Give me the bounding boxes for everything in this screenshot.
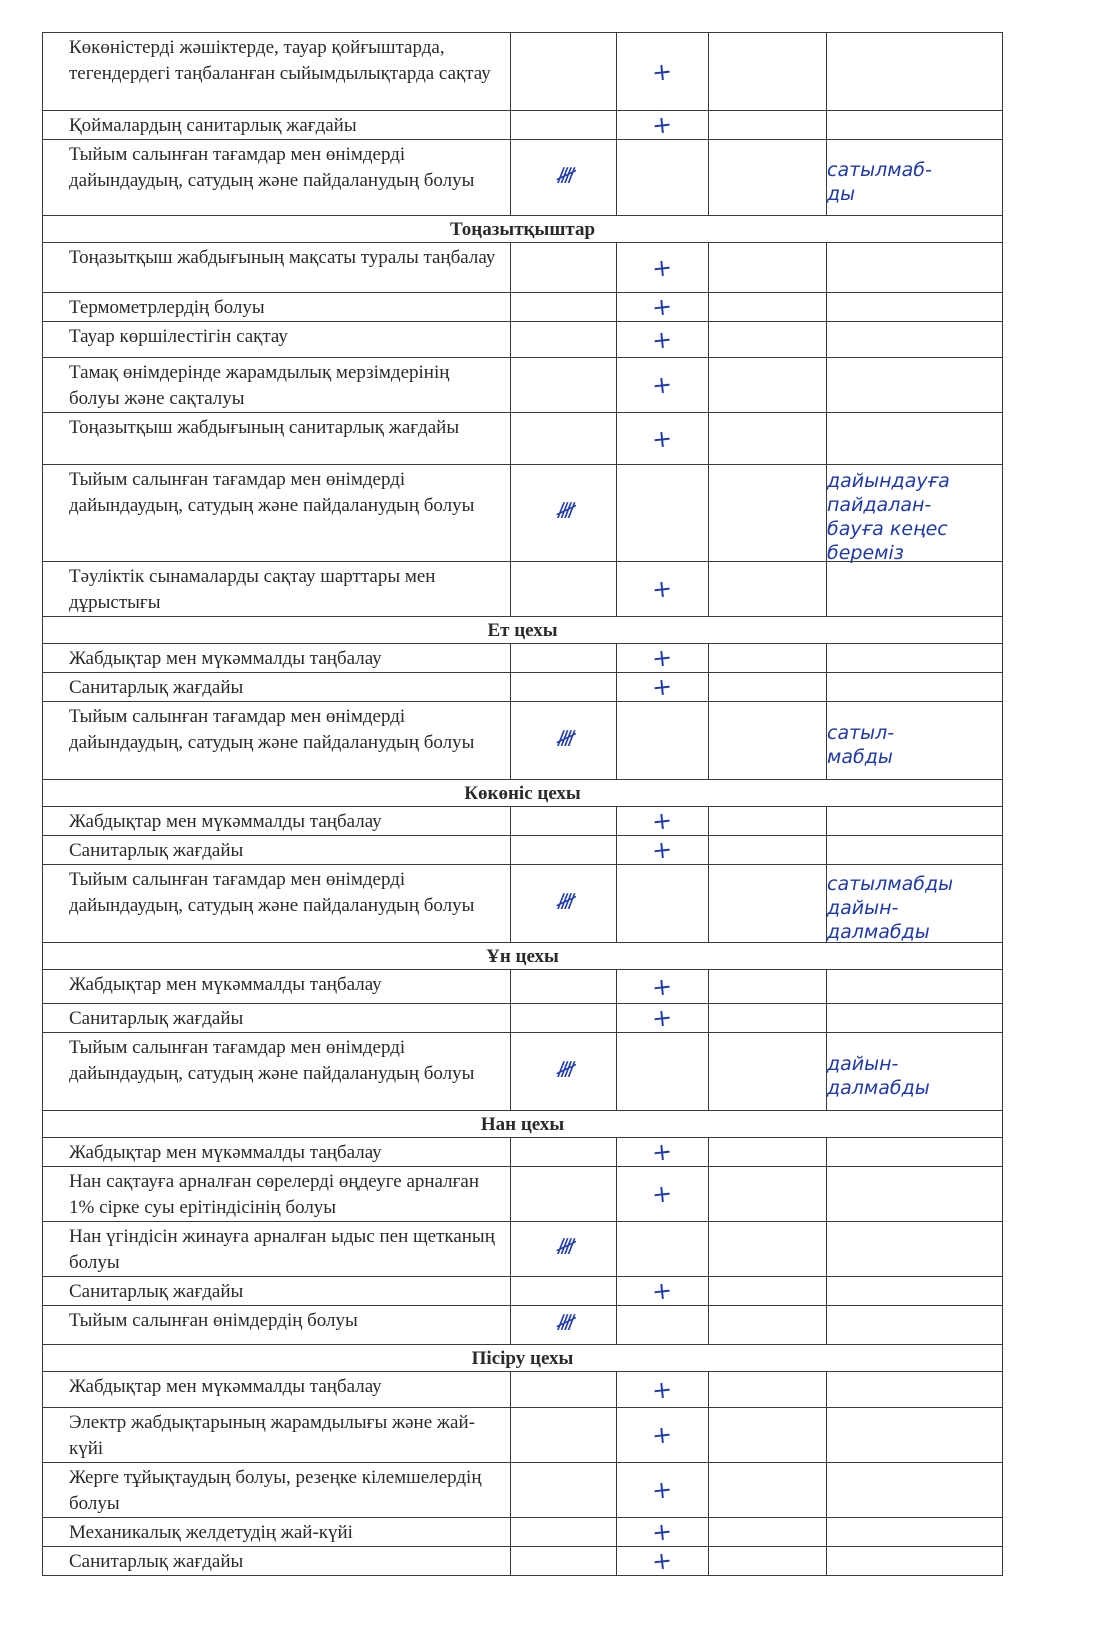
checklist-row: [43, 1547, 1003, 1576]
non-compliance-cell: [511, 1408, 617, 1463]
checklist-row: [43, 1408, 1003, 1463]
checklist-row: [43, 243, 1003, 293]
compliance-cell: [617, 1463, 709, 1518]
checklist-row: [43, 358, 1003, 413]
note-text: сатылмабды дайын- далмабды: [827, 872, 954, 943]
handwritten-note: [827, 1167, 1003, 1222]
handwritten-note: [827, 1408, 1003, 1463]
empty-cell: [709, 1167, 827, 1222]
compliance-cell: [617, 111, 709, 140]
strike-mark: 𝍸: [552, 1235, 575, 1260]
handwritten-note: [827, 1222, 1003, 1277]
compliance-cell: [617, 1167, 709, 1222]
checklist-row: [43, 807, 1003, 836]
plus-mark: +: [651, 643, 674, 673]
checklist-table: [42, 32, 1003, 1576]
handwritten-note: [827, 33, 1003, 111]
non-compliance-cell: [511, 865, 617, 943]
non-compliance-cell: [511, 293, 617, 322]
non-compliance-cell: [511, 111, 617, 140]
compliance-cell: [617, 293, 709, 322]
empty-cell: [709, 836, 827, 865]
non-compliance-cell: [511, 358, 617, 413]
empty-cell: [709, 1408, 827, 1463]
section-title: Пісіру цехы: [43, 1345, 1003, 1372]
section-header-row: [43, 780, 1003, 807]
plus-mark: +: [651, 835, 674, 865]
checklist-row: [43, 322, 1003, 358]
plus-mark: +: [651, 370, 674, 400]
note-text: дайын- далмабды: [827, 1052, 930, 1099]
plus-mark: +: [651, 110, 674, 140]
requirement-text: Санитарлық жағдайы: [43, 1277, 511, 1306]
plus-mark: +: [651, 1420, 674, 1450]
checklist-row: [43, 562, 1003, 617]
requirement-text: Тыйым салынған өнімдердің болуы: [43, 1306, 511, 1345]
compliance-cell: [617, 1306, 709, 1345]
compliance-cell: [617, 702, 709, 780]
plus-mark: +: [651, 971, 674, 1002]
note-text: дайындауға пайдалан- бауға кеңес береміз: [827, 470, 950, 564]
handwritten-note: [827, 702, 1003, 780]
non-compliance-cell: [511, 1306, 617, 1345]
requirement-text: Жабдықтар мен мүкәммалды таңбалау: [43, 644, 511, 673]
strike-mark: 𝍸: [552, 889, 575, 915]
empty-cell: [709, 140, 827, 216]
plus-mark: +: [651, 574, 674, 604]
empty-cell: [709, 1138, 827, 1167]
requirement-text: Тыйым салынған тағамдар мен өнімдерді дайындаудың, сатудың және пайдаланудың болуы: [43, 702, 511, 780]
compliance-cell: [617, 1518, 709, 1547]
compliance-cell: [617, 836, 709, 865]
requirement-text: Тамақ өнімдерінде жарамдылық мерзімдерінің болуы және сақталуы: [43, 358, 511, 413]
non-compliance-cell: [511, 1463, 617, 1518]
checklist-row: [43, 465, 1003, 562]
handwritten-note: [827, 1463, 1003, 1518]
non-compliance-cell: [511, 673, 617, 702]
compliance-cell: [617, 1547, 709, 1576]
checklist-row: [43, 1138, 1003, 1167]
compliance-cell: [617, 358, 709, 413]
empty-cell: [709, 644, 827, 673]
handwritten-note: [827, 111, 1003, 140]
requirement-text: Жабдықтар мен мүкәммалды таңбалау: [43, 1138, 511, 1167]
section-title: Көкөніс цехы: [43, 780, 1003, 807]
section-header-row: [43, 617, 1003, 644]
handwritten-note: [827, 644, 1003, 673]
non-compliance-cell: [511, 1547, 617, 1576]
empty-cell: [709, 243, 827, 293]
non-compliance-cell: [511, 1138, 617, 1167]
non-compliance-cell: [511, 465, 617, 562]
compliance-cell: [617, 865, 709, 943]
checklist-row: [43, 702, 1003, 780]
handwritten-note: [827, 970, 1003, 1004]
checklist-row: [43, 1463, 1003, 1518]
empty-cell: [709, 562, 827, 617]
handwritten-note: [827, 293, 1003, 322]
non-compliance-cell: [511, 1222, 617, 1277]
checklist-row: [43, 1004, 1003, 1033]
compliance-cell: [617, 562, 709, 617]
handwritten-note: [827, 140, 1003, 216]
requirement-text: Санитарлық жағдайы: [43, 1004, 511, 1033]
requirement-text: Жабдықтар мен мүкәммалды таңбалау: [43, 1372, 511, 1408]
note-text: сатылмаб- ды: [827, 158, 932, 205]
non-compliance-cell: [511, 702, 617, 780]
non-compliance-cell: [511, 322, 617, 358]
handwritten-note: [827, 322, 1003, 358]
handwritten-note: [827, 413, 1003, 465]
plus-mark: +: [651, 56, 674, 87]
plus-mark: +: [651, 1517, 674, 1547]
section-title: Ұн цехы: [43, 943, 1003, 970]
compliance-cell: [617, 33, 709, 111]
handwritten-note: [827, 865, 1003, 943]
compliance-cell: [617, 1033, 709, 1111]
strike-mark: 𝍸: [552, 1057, 575, 1083]
empty-cell: [709, 1306, 827, 1345]
requirement-text: Тыйым салынған тағамдар мен өнімдерді дайындаудың, сатудың және пайдаланудың болуы: [43, 1033, 511, 1111]
checklist-row: [43, 140, 1003, 216]
plus-mark: +: [651, 806, 674, 836]
requirement-text: Тоңазытқыш жабдығының мақсаты туралы таңбалау: [43, 243, 511, 293]
compliance-cell: [617, 465, 709, 562]
empty-cell: [709, 1463, 827, 1518]
plus-mark: +: [651, 1003, 674, 1033]
strike-mark: 𝍸: [552, 499, 575, 524]
checklist-row: [43, 33, 1003, 111]
requirement-text: Нан үгіндісін жинауға арналған ыдыс пен щетканың болуы: [43, 1222, 511, 1277]
non-compliance-cell: [511, 243, 617, 293]
handwritten-note: [827, 807, 1003, 836]
empty-cell: [709, 1372, 827, 1408]
requirement-text: Санитарлық жағдайы: [43, 673, 511, 702]
empty-cell: [709, 1004, 827, 1033]
handwritten-note: [827, 1138, 1003, 1167]
plus-mark: +: [651, 292, 674, 322]
handwritten-note: [827, 1306, 1003, 1345]
handwritten-note: [827, 1372, 1003, 1408]
plus-mark: +: [651, 1179, 674, 1209]
requirement-text: Нан сақтауға арналған сөрелерді өңдеуге арналған 1% сірке суы ерітіндісінің болуы: [43, 1167, 511, 1222]
plus-mark: +: [651, 1475, 674, 1505]
empty-cell: [709, 33, 827, 111]
strike-mark: 𝍸: [552, 726, 575, 752]
empty-cell: [709, 293, 827, 322]
handwritten-note: [827, 836, 1003, 865]
empty-cell: [709, 702, 827, 780]
empty-cell: [709, 807, 827, 836]
non-compliance-cell: [511, 836, 617, 865]
checklist-row: [43, 111, 1003, 140]
compliance-cell: [617, 140, 709, 216]
non-compliance-cell: [511, 970, 617, 1004]
checklist-row: [43, 970, 1003, 1004]
checklist-row: [43, 1306, 1003, 1345]
section-title: Нан цехы: [43, 1111, 1003, 1138]
handwritten-note: [827, 1033, 1003, 1111]
compliance-cell: [617, 673, 709, 702]
plus-mark: +: [651, 252, 674, 283]
checklist-row: [43, 673, 1003, 702]
compliance-cell: [617, 413, 709, 465]
requirement-text: Жабдықтар мен мүкәммалды таңбалау: [43, 970, 511, 1004]
empty-cell: [709, 413, 827, 465]
compliance-cell: [617, 1004, 709, 1033]
empty-cell: [709, 465, 827, 562]
checklist-row: [43, 1222, 1003, 1277]
requirement-text: Тоңазытқыш жабдығының санитарлық жағдайы: [43, 413, 511, 465]
requirement-text: Жабдықтар мен мүкәммалды таңбалау: [43, 807, 511, 836]
compliance-cell: [617, 807, 709, 836]
requirement-text: Қоймалардың санитарлық жағдайы: [43, 111, 511, 140]
requirement-text: Механикалық желдетудің жай-күйі: [43, 1518, 511, 1547]
section-title: Тоңазытқыштар: [43, 216, 1003, 243]
empty-cell: [709, 358, 827, 413]
non-compliance-cell: [511, 1277, 617, 1306]
checklist-row: [43, 1518, 1003, 1547]
requirement-text: Көкөністерді жәшіктерде, тауар қойғыштарда, тегендердегі таңбаланған сыйымдылықтарда сақтау: [43, 33, 511, 111]
compliance-cell: [617, 322, 709, 358]
section-header-row: [43, 1111, 1003, 1138]
non-compliance-cell: [511, 1033, 617, 1111]
empty-cell: [709, 970, 827, 1004]
compliance-cell: [617, 1408, 709, 1463]
checklist-row: [43, 293, 1003, 322]
non-compliance-cell: [511, 1004, 617, 1033]
non-compliance-cell: [511, 644, 617, 673]
checklist-row: [43, 644, 1003, 673]
compliance-cell: [617, 644, 709, 673]
strike-mark: 𝍸: [552, 163, 575, 189]
handwritten-note: [827, 243, 1003, 293]
requirement-text: Тыйым салынған тағамдар мен өнімдерді дайындаудың, сатудың және пайдаланудың болуы: [43, 465, 511, 562]
plus-mark: +: [651, 672, 674, 702]
empty-cell: [709, 673, 827, 702]
checklist-row: [43, 1033, 1003, 1111]
compliance-cell: [617, 1277, 709, 1306]
compliance-cell: [617, 243, 709, 293]
requirement-text: Тыйым салынған тағамдар мен өнімдерді дайындаудың, сатудың және пайдаланудың болуы: [43, 140, 511, 216]
non-compliance-cell: [511, 413, 617, 465]
requirement-text: Тауар көршілестігін сақтау: [43, 322, 511, 358]
section-header-row: [43, 216, 1003, 243]
handwritten-note: [827, 562, 1003, 617]
plus-mark: +: [651, 1546, 674, 1576]
requirement-text: Жерге тұйықтаудың болуы, резеңке кілемшелердің болуы: [43, 1463, 511, 1518]
compliance-cell: [617, 970, 709, 1004]
checklist-row: [43, 413, 1003, 465]
section-title: Ет цехы: [43, 617, 1003, 644]
note-text: сатыл- мабды: [827, 721, 895, 768]
handwritten-note: [827, 1277, 1003, 1306]
non-compliance-cell: [511, 140, 617, 216]
requirement-text: Тәуліктік сынамаларды сақтау шарттары мен дұрыстығы: [43, 562, 511, 617]
strike-mark: 𝍸: [552, 1311, 575, 1336]
non-compliance-cell: [511, 807, 617, 836]
checklist-row: [43, 1277, 1003, 1306]
requirement-text: Санитарлық жағдайы: [43, 836, 511, 865]
empty-cell: [709, 1547, 827, 1576]
compliance-cell: [617, 1138, 709, 1167]
section-header-row: [43, 943, 1003, 970]
compliance-cell: [617, 1372, 709, 1408]
requirement-text: Тыйым салынған тағамдар мен өнімдерді дайындаудың, сатудың және пайдаланудың болуы: [43, 865, 511, 943]
empty-cell: [709, 1222, 827, 1277]
compliance-cell: [617, 1222, 709, 1277]
empty-cell: [709, 1033, 827, 1111]
plus-mark: +: [651, 1374, 674, 1405]
requirement-text: Санитарлық жағдайы: [43, 1547, 511, 1576]
handwritten-note: [827, 1004, 1003, 1033]
empty-cell: [709, 1277, 827, 1306]
handwritten-note: [827, 1518, 1003, 1547]
non-compliance-cell: [511, 1518, 617, 1547]
plus-mark: +: [651, 1276, 674, 1306]
checklist-body: [43, 33, 1003, 1576]
handwritten-note: [827, 1547, 1003, 1576]
empty-cell: [709, 865, 827, 943]
non-compliance-cell: [511, 1372, 617, 1408]
empty-cell: [709, 322, 827, 358]
plus-mark: +: [651, 1137, 674, 1167]
checklist-row: [43, 865, 1003, 943]
empty-cell: [709, 1518, 827, 1547]
requirement-text: Термометрлердің болуы: [43, 293, 511, 322]
non-compliance-cell: [511, 562, 617, 617]
requirement-text: Электр жабдықтарының жарамдылығы және жай-күйі: [43, 1408, 511, 1463]
plus-mark: +: [651, 324, 674, 355]
checklist-row: [43, 836, 1003, 865]
checklist-row: [43, 1372, 1003, 1408]
handwritten-note: [827, 358, 1003, 413]
handwritten-note: [827, 465, 1003, 562]
non-compliance-cell: [511, 1167, 617, 1222]
non-compliance-cell: [511, 33, 617, 111]
empty-cell: [709, 111, 827, 140]
checklist-row: [43, 1167, 1003, 1222]
plus-mark: +: [651, 423, 674, 454]
section-header-row: [43, 1345, 1003, 1372]
handwritten-note: [827, 673, 1003, 702]
